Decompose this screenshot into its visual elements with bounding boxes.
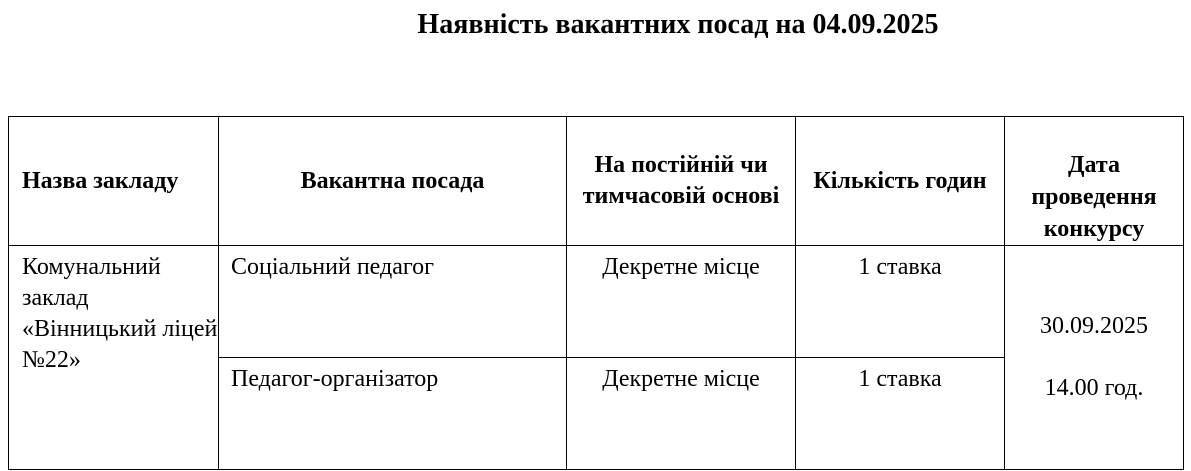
basis-cell: Декретне місце xyxy=(567,246,796,358)
position-cell: Соціальний педагог xyxy=(219,246,567,358)
table-header-row xyxy=(9,117,1184,246)
hours-cell: 1 ставка xyxy=(796,246,1005,358)
header-contest-date: Дата проведення конкурсу xyxy=(1005,117,1184,246)
position-cell: Педагог-організатор xyxy=(219,358,567,470)
spacer xyxy=(1005,342,1183,373)
header-basis: На постійній чи тимчасовій основі xyxy=(567,117,796,246)
contest-date-cell xyxy=(1005,246,1184,470)
contest-time: 14.00 год. xyxy=(1044,375,1144,401)
hours-cell: 1 ставка xyxy=(796,358,1005,470)
vacancies-table xyxy=(8,116,1184,470)
header-position: Вакантна посада xyxy=(219,117,567,246)
header-institution: Назва закладу xyxy=(9,117,219,246)
basis-cell: Декретне місце xyxy=(567,358,796,470)
contest-date: 30.09.2025 xyxy=(1040,313,1148,339)
header-hours: Кількість годин xyxy=(796,117,1005,246)
page-title: Наявність вакантних посад на 04.09.2025 xyxy=(417,9,939,40)
table-row xyxy=(9,246,1184,358)
institution-name: Комунальний заклад «Вінницький ліцей №22» xyxy=(9,246,219,470)
